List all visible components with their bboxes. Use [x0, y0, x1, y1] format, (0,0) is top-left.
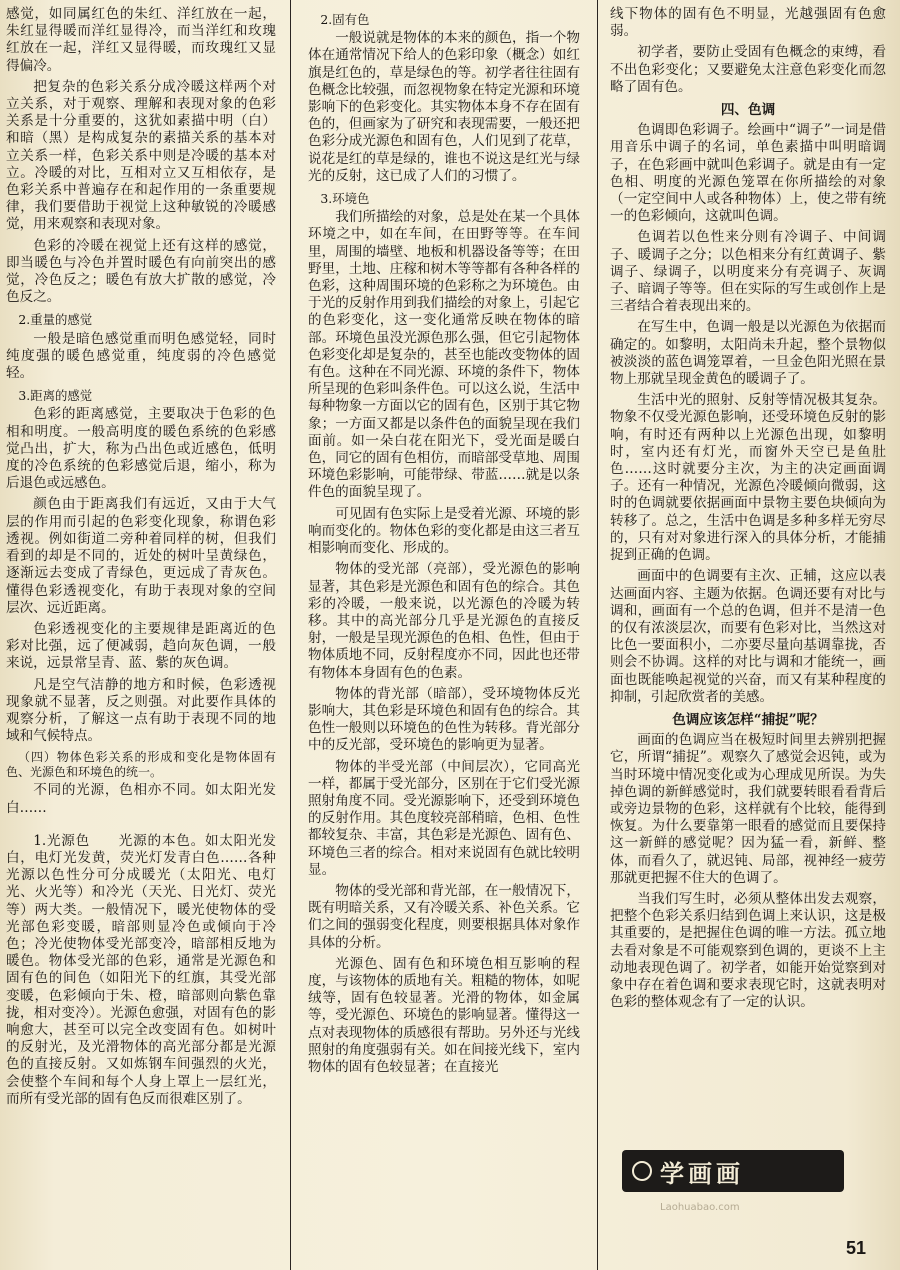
text-column-right [610, 6, 886, 1240]
paragraph: 把复杂的色彩关系分成冷暖这样两个对立关系，对于观察、理解和表现对象的色彩关系是十分重要的，这犹如素描中明（白）和暗（黑）是构成复杂的素描关系的基本对立关系一样，色彩关系中则是冷暖的基本对立。冷暖的对比，互相对立又互相依存，是色彩关系中普遍存在和起作用的一条重要规律，我们要借助于视觉上这种敏锐的冷暖感觉，用来观察和表现对象。 [6, 78, 276, 233]
paragraph: 物体的受光部（亮部），受光源色的影响显著，其色彩是光源色和固有色的综合。其色彩的冷暖，一般来说，以光源色的冷暖为转移。其中的高光部分几乎是光源色的直接反射，一般是呈现光源色的色相、色性，但由于物体质地不同，反射程度亦不同，因此也还带有物体本身固有色的色素。 [308, 561, 580, 681]
text-column-left [6, 6, 276, 1240]
question-heading: 色调应该怎样“捕捉”呢？ [672, 711, 824, 728]
paragraph: 颜色由于距离我们有远近，又由于大气层的作用而引起的色彩变化现象，称谓色彩透视。例如街道二旁种着同样的树，但我们看到的却是不同的，近处的树叶呈黄绿色，逐渐远去变成了青绿色，更远成了青灰色。懂得色彩透视变化，有助于表现对象的空间层次、远近距离。 [6, 496, 276, 616]
subsection-heading: 2.固有色 [320, 12, 370, 27]
section-heading: （四）物体色彩关系的形成和变化是物体固有色、光源色和环境色的统一。 [6, 750, 276, 780]
paragraph: 不同的光源，色相亦不同。如太阳光发白…… [6, 782, 276, 816]
paragraph: 画面中的色调要有主次、正辅，这应以表达画面内容、主题为依据。色调还要有对比与调和，画面有一个总的色调，但并不是清一色的仅有浓淡层次，而要有色彩对比，当然这对比色一要面积小，二亦要尽量向基调靠拢，否则会不协调。这样的对比与调和才能统一，画面也既能唤起视觉的兴奋，而又有某种程度的抑制，引起欣赏者的美感。 [610, 568, 886, 705]
paragraph: 1.光源色 光源的本色。如太阳光发白，电灯光发黄，荧光灯发青白色……各种光源以色性分可分成暖光（太阳光、电灯光、火光等）和冷光（天光、日光灯、荧光等）两大类。一般情况下，暖光使物体的受光部色彩变暖，暗部则显冷色或倾向于冷色；冷光使物体受光部变冷，暗部相反地为暖色。物体受光部的色彩，通常是光源色和固有色的间色（如阳光下的红旗，其受光部变暖，色彩倾向于朱、橙，暗部则向紫色靠拢，相对变冷）。光源色愈强，对固有色的影响愈大，甚至可以完全改变固有色。如树叶的反射光，及光滑物体的高光部分都是光源色的直接反射。又如炼钢车间强烈的火光，会使整个车间和每个人身上罩上一层红光，而所有受光部的固有色反而很难区别了。 [6, 832, 276, 1107]
paragraph: 一般说就是物体的本来的颜色，指一个物体在通常情况下给人的色彩印象（概念）如红旗是红色的，草是绿色的等。初学者往往固有色概念比较强，而忽视物象在特定光源和环境影响下的色彩变化。其实物体本身不存在固有色的，但画家为了研究和表现需要，一般还把色彩分成光源色和固有色，人们见到了花草，说花是红的草是绿的，谁也不说这是红光与绿光的反射，这已成了人们的习惯了。 [308, 30, 580, 184]
paragraph: 我们所描绘的对象，总是处在某一个具体环境之中，如在车间，在田野等等。在车间里，周围的墙壁、地板和机器设备等等；在田野里，土地、庄稼和树木等等都有各种各样的色彩，这种周围环境的色彩称之为环境色。由于光的反射作用到我们描绘的对象上，引起它的色彩变化，这一变化通常反映在物体的暗部。环境色虽没光源色那么强，但它引起物体色彩变化却是复杂的，甚至也能改变物体的固有色。这种在不同光源、环境的条件下，物体所呈现的色彩叫条件色。可以这么说，生活中每种物象一方面以它的固有色，区别于其它物象；一方面又都是以条件色的面貌呈现在我们面前。如一朵白花在阳光下，受光面是暖白色，同它的固有色相仿，而暗部受草地、周围环境色彩影响，可能带绿、带蓝……就是以条件色的面貌呈现了。 [308, 209, 580, 501]
column-divider [290, 0, 291, 1270]
section-heading: 四、色调 [720, 102, 776, 119]
paragraph: 线下物体的固有色不明显，光越强固有色愈弱。 [610, 6, 886, 40]
paragraph: 色彩的距离感觉，主要取决于色彩的色相和明度。一般高明度的暖色系统的色彩感觉凸出，扩大，称为凸出色或近感色，低明度的冷色系统的色彩感觉后退，缩小，称为后退色或远感色。 [6, 406, 276, 492]
paragraph: 可见固有色实际上是受着光源、环境的影响而变化的。物体色彩的变化都是由这三者互相影响而变化、形成的。 [308, 505, 580, 557]
watermark: Laohuabao.com [660, 1202, 740, 1213]
paragraph: 一般是暗色感觉重而明色感觉轻，同时纯度强的暖色感觉重，纯度弱的冷色感觉轻。 [6, 330, 276, 382]
paragraph: 色调若以色性来分则有冷调子、中间调子、暖调子之分；以色相来分有红黄调子、紫调子、绿调子，以明度来分有亮调子、灰调子、暗调子等等。但在实际的写生或创作上是三者结合着表现出来的。 [610, 229, 886, 315]
paragraph: 在写生中，色调一般是以光源色为依据而确定的。如黎明，太阳尚未升起，整个景物似被淡淡的蓝色调笼罩着，一旦金色阳光照在景物上那就呈现金黄色的暖调子了。 [610, 319, 886, 388]
paragraph: 光源色、固有色和环境色相互影响的程度，与该物体的质地有关。粗糙的物体，如呢绒等，固有色较显著。光滑的物体，如金属等，受光源色、环境色的影响显著。懂得这一点对表现物体的质感很有帮助。另外还与光线照射的角度强弱有关。如在间接光线下，室内物体的固有色较显著；在直接光 [308, 955, 580, 1075]
magazine-logo [622, 1150, 844, 1192]
paragraph: 画面的色调应当在极短时间里去辨别把握它，所谓“捕捉”。观察久了感觉会迟钝，或为当时环境中情况变化或为心理成见所误。为失掉色调的新鲜感觉时，我们就要转眼看看背后或旁边景物的色彩，这样就有个比较，能得到恢复。为什么要靠第一眼看的感觉而且要保持这一新鲜的感觉呢？因为猛一看，新鲜、整体，而看久了，就迟钝、局部，视神经一疲劳那就更把握不住大的色调了。 [610, 732, 886, 886]
column-divider [597, 0, 598, 1270]
subsection-heading: 3.距离的感觉 [18, 388, 93, 404]
paragraph: 色彩的冷暖在视觉上还有这样的感觉，即当暖色与冷色并置时暖色有向前突出的感觉，冷色反之；暖色有放大扩散的感觉，冷色反之。 [6, 237, 276, 306]
logo-text: 学画画 [660, 1159, 744, 1188]
paragraph: 初学者，要防止受固有色概念的束缚，看不出色彩变化；又要避免太注意色彩变化而忽略了固有色。 [610, 44, 886, 95]
paragraph: 当我们写生时，必须从整体出发去观察，把整个色彩关系归结到色调上来认识，这是极其重要的，是把握住色调的唯一方法。孤立地去看对象是不可能观察到色调的，更谈不上主动地表现色调了。初学者，如能开始觉察到对象中存在着色调和要求表现它时，这就表明对色彩的整体观念有了一定的认识。 [610, 890, 886, 1011]
paragraph: 色彩透视变化的主要规律是距离近的色彩对比强，远了便减弱，趋向灰色调，一般来说，远景常呈青、蓝、紫的灰色调。 [6, 620, 276, 672]
paragraph: 物体的背光部（暗部），受环境物体反光影响大，其色彩是环境色和固有色的综合。其色性一般则以环境色的色性为转移。背光部分中的反光部，受环境色的影响更为显著。 [308, 685, 580, 754]
paragraph: 物体的半受光部（中间层次），它同高光一样，都属于受光部分，区别在于它们受光源照射角度不同。受光源影响下，还受到环境色的反射作用。其色度较亮部稍暗，色相、色性都较复杂、丰富，其色彩是光源色、固有色、环境色三者的综合。相对来说固有色就比较明显。 [308, 758, 580, 878]
circle-icon [632, 1161, 652, 1181]
paragraph: 色调即色彩调子。绘画中“调子”一词是借用音乐中调子的名词，单色素描中叫明暗调子，在色彩画中就叫色彩调子。就是由有一定色相、明度的光源色笼罩在你所描绘的对象（一定空间中人或各种物体）上，使之带有统一的色彩倾向，这就叫色调。 [610, 122, 886, 225]
text-column-middle [308, 6, 580, 1240]
paragraph: 感觉，如同属红色的朱红、洋红放在一起，朱红显得暖而洋红显得冷，而当洋红和玫瑰红放在一起，洋红又显得暖，而玫瑰红又显得偏冷。 [6, 6, 276, 74]
page-number: 51 [846, 1238, 867, 1258]
paragraph: 凡是空气洁静的地方和时候，色彩透视现象就不显著，反之则强。对此要作具体的观察分析，了解这一点有助于表现不同的地域和气候特点。 [6, 676, 276, 745]
paragraph: 生活中光的照射、反射等情况极其复杂。物象不仅受光源色影响，还受环境色反射的影响，有时还有两种以上光源色出现，如黎明时，室内还有灯光，而窗外天空已是鱼肚色……这时就要分主次，为主的决定画面调子。还有一种情况，光源色冷暖倾向微弱，这时的色调就要依据画面中景物主要色块倾向为转移了。总之，生活中色调是多种多样无穷尽的，只有对对象进行深入的具体分析，才能捕捉到正确的色调。 [610, 392, 886, 564]
subsection-heading: 2.重量的感觉 [18, 312, 93, 328]
subsection-heading: 3.环境色 [320, 191, 370, 207]
paragraph: 物体的受光部和背光部，在一般情况下，既有明暗关系，又有冷暖关系、补色关系。它们之间的强弱变化程度，则要根据具体对象作具体的分析。 [308, 882, 580, 951]
